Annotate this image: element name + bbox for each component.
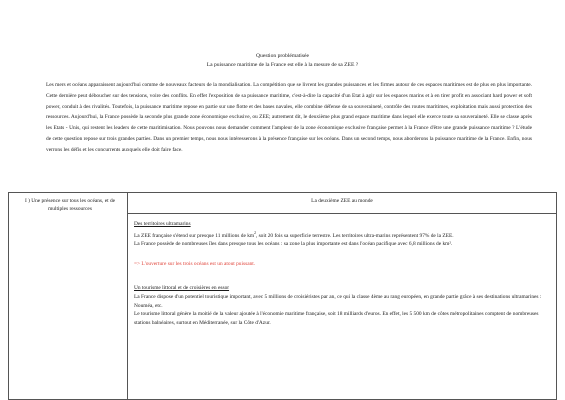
section1-highlight: => L'ouverture sur les trois océans est un atout puissant. [134, 261, 256, 268]
zee-heading: La deuxième ZEE au monde [311, 198, 373, 204]
section2-paragraph1: La France dispose d'un potentiel touristique important, avec 5 millions de croisiéristes par an, ce qui la classe 4ème au rang européen, en grande partie grâce à ses destinations ultramarines : Nouméa, etc. [134, 293, 542, 309]
outline-table [8, 192, 557, 400]
section1-p1-before: La ZEE française s'étend sur presque 11 millions de km [134, 232, 255, 239]
right-heading-cell [128, 193, 557, 214]
part-one-heading: I ) Une présence sur tous les océans, et de multiples ressources [24, 198, 116, 212]
intro-paragraph: Les mers et océans apparaissent aujourd'hui comme de nouveaux facteurs de la mondialisation. La compétition que se livrent les grandes puissances et les firmes autour de ces espaces maritimes est de plus en plus importante. Cette dernière peut déboucher sur des tensions, voire des conflits. En effet l'exposition de sa puissance maritime, c'est-à-dire la capacité d'un Etat à agir sur les espaces marins et à en tirer profit en associant hard power et soft power, conduit à des rivalités. Toutefois, la puissance maritime repose en partie sur une flotte et des bases navales, elle combine défense de sa souveraineté, contrôle des routes maritimes, exploitation mais aussi protection des ressources. Aujourd'hui, la France possède la seconde plus grande zone économique exclusive, ou ZEE; autrement dit, le deuxième plus grand espace maritime dans lequel elle exerce toute sa souveraineté. Elle se classe après les Etats - Unis, qui restent les leaders de cette maritimisation. Nous pouvons nous demander comment l'ampleur de la zone économique exclusive française permet à la France d'être une grande puissance maritime ? L'étude de cette question repose sur trois grandes parties. Dans un premier temps, nous nous intéresserons à la présence française sur les océans. Dans un second temps, nous aborderons la puissance maritime de la France. Enfin, nous verrons les défis et les concurrents auxquels elle doit faire face. [46, 82, 532, 153]
table-header-row [9, 193, 557, 214]
km-squared-sup: 2 [254, 230, 256, 235]
section1-subtitle: Des territoires ultramarins [134, 221, 191, 227]
left-column-cell [9, 193, 128, 400]
section1-paragraph2: La France possède de nombreuses îles dans presque tous les océans : sa zone la plus importante est dans l'océan pacifique avec 6,8 millions de km². [134, 241, 453, 248]
question-title: La puissance maritime de la France est elle à la mesure de sa ZEE ? [206, 62, 359, 68]
section1-paragraph1 [134, 229, 548, 241]
section1-p1-after: , soit 20 fois sa superficie terrestre. Les territoires ultra-marins représentent 97% de la ZEE. [255, 232, 454, 239]
section2-paragraph2: Le tourisme littoral génère la moitié de la valeur ajoutée à l'économie maritime française, soit 18 milliards d'euros. En effet, les 5 500 km de côtes métropolitaines comptent de nombreuses stations balnéaires, surtout en Méditerranée, sur la Côte d'Azur. [134, 311, 539, 327]
section2-subtitle: Un tourisme littoral et de croisières en essor [134, 284, 230, 291]
question-label: Question problématisée [256, 53, 309, 59]
content-cell [128, 214, 557, 400]
introduction [46, 80, 532, 156]
